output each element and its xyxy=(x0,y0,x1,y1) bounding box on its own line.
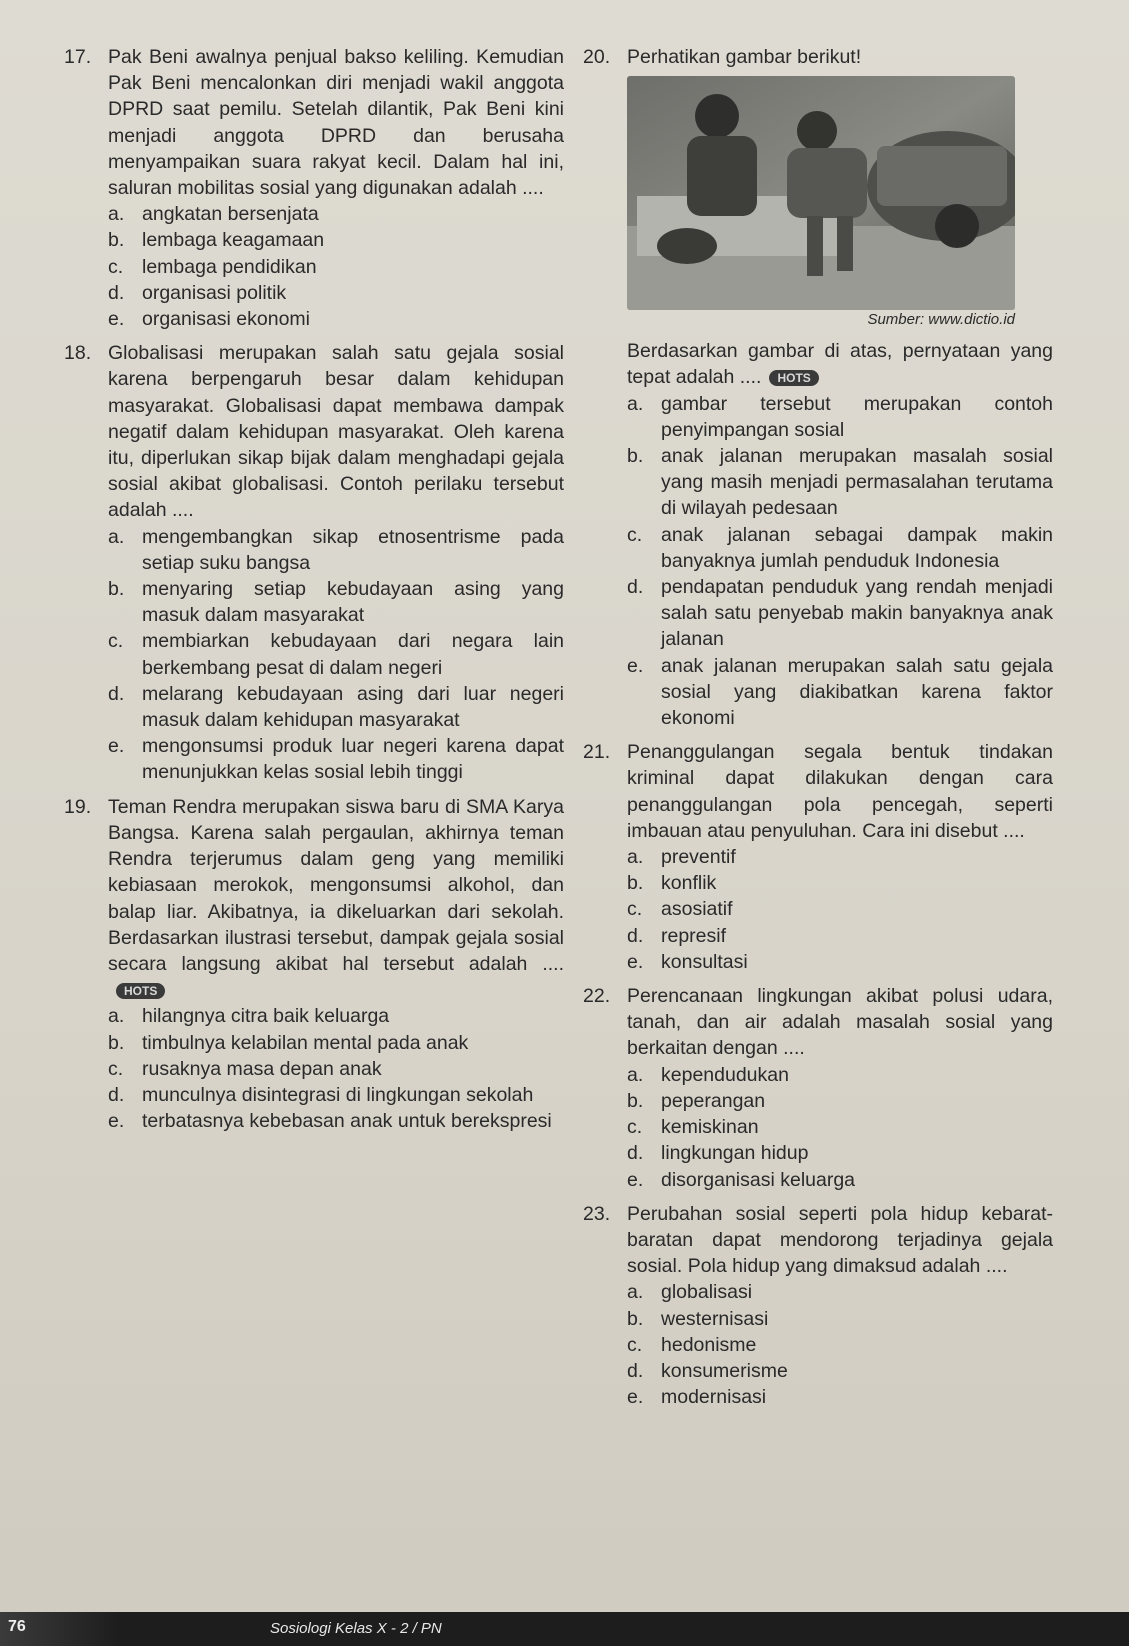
option-letter: e. xyxy=(627,1168,644,1191)
option-c xyxy=(583,1332,1053,1358)
option-letter: c. xyxy=(108,630,124,653)
question-stem: Perencanaan lingkungan akibat polusi udara, tanah, dan air adalah masalah sosial yang berkaitan dengan .... xyxy=(627,985,1053,1060)
option-d xyxy=(583,923,1053,949)
option-text: gambar tersebut merupakan contoh penyimpangan sosial xyxy=(661,392,1053,441)
option-text: melarang kebudayaan asing dari luar negeri masuk dalam kehidupan masyarakat xyxy=(142,682,564,732)
option-text: menyaring setiap kebudayaan asing yang masuk dalam masyarakat xyxy=(142,578,564,627)
option-text: rusaknya masa depan anak xyxy=(142,1057,382,1080)
option-letter: a. xyxy=(108,1005,125,1028)
option-letter: b. xyxy=(627,445,644,468)
option-b xyxy=(64,576,564,628)
option-letter: e. xyxy=(627,1386,644,1409)
question-number: 19. xyxy=(64,795,92,818)
option-c xyxy=(64,1056,564,1082)
second-child-body xyxy=(787,148,867,218)
option-d xyxy=(583,574,1053,653)
option-c xyxy=(64,628,564,680)
option-c xyxy=(583,1114,1053,1140)
bag xyxy=(657,228,717,264)
question-number: 20. xyxy=(583,46,611,68)
option-letter: d. xyxy=(627,1359,644,1382)
child-leg xyxy=(837,216,853,271)
question-stem: Pak Beni awalnya penjual bakso keliling. Kemudian Pak Beni mencalonkan diri menjadi wakil anggota DPRD saat pemilu. Setelah dilantik, Pak Beni kini menjadi anggota DPRD dan berusaha menyampaikan suara rakyat kecil. Dalam hal ini, saluran mobilitas sosial yang digunakan adalah .... xyxy=(108,46,564,200)
option-letter: b. xyxy=(108,229,125,252)
vehicle-body xyxy=(877,146,1007,206)
question-intro: Perhatikan gambar berikut! xyxy=(627,46,862,68)
option-text: hedonisme xyxy=(661,1333,757,1356)
child-body xyxy=(687,136,757,216)
option-b xyxy=(583,1088,1053,1114)
option-a xyxy=(583,391,1053,443)
option-d xyxy=(64,681,564,733)
option-a xyxy=(583,1279,1053,1305)
street-children-photo xyxy=(627,76,1015,310)
option-a xyxy=(583,844,1053,870)
question-20 xyxy=(583,44,1053,70)
option-text: hilangnya citra baik keluarga xyxy=(142,1005,390,1028)
option-e xyxy=(583,653,1053,732)
option-text: konflik xyxy=(661,872,717,895)
hots-badge: HOTS xyxy=(116,983,165,999)
option-letter: a. xyxy=(627,392,644,415)
option-letter: c. xyxy=(108,255,124,278)
option-letter: c. xyxy=(627,1333,643,1356)
question-19 xyxy=(64,794,564,1004)
option-text: modernisasi xyxy=(661,1386,767,1409)
option-letter: e. xyxy=(108,1110,125,1133)
option-text: anak jalanan sebagai dampak makin banyaknya jumlah penduduk Indonesia xyxy=(661,523,1053,572)
option-e xyxy=(583,949,1053,975)
option-text: konsumerisme xyxy=(661,1359,788,1382)
book-title: Sosiologi Kelas X - 2 / PN xyxy=(270,1620,442,1637)
option-text: westernisasi xyxy=(661,1307,769,1330)
option-a xyxy=(583,1062,1053,1088)
option-text: mengonsumsi produk luar negeri karena dapat menunjukkan kelas sosial lebih tinggi xyxy=(142,735,564,784)
page-number: 76 xyxy=(8,1618,26,1635)
option-b xyxy=(583,443,1053,522)
option-d xyxy=(64,1082,564,1108)
image-source: Sumber: www.dictio.id xyxy=(867,311,1015,329)
left-column xyxy=(64,44,564,1134)
option-d xyxy=(583,1358,1053,1384)
option-b xyxy=(64,1030,564,1056)
photo-illustration xyxy=(627,76,1015,310)
option-letter: d. xyxy=(108,682,125,705)
option-letter: e. xyxy=(108,308,125,331)
second-child-head xyxy=(797,111,837,151)
question-stem: Berdasarkan gambar di atas, pernyataan yang tepat adalah .... xyxy=(627,340,1053,389)
question-21 xyxy=(583,739,1053,844)
vehicle-wheel xyxy=(935,204,979,248)
option-letter: e. xyxy=(627,654,644,677)
option-letter: a. xyxy=(108,525,125,548)
option-letter: a. xyxy=(108,203,125,226)
option-letter: b. xyxy=(627,1307,644,1330)
option-text: lembaga pendidikan xyxy=(142,255,317,278)
hots-badge: HOTS xyxy=(769,370,818,386)
option-c xyxy=(583,522,1053,574)
option-e xyxy=(583,1384,1053,1410)
option-a xyxy=(64,201,564,227)
option-text: angkatan bersenjata xyxy=(142,203,319,226)
option-a xyxy=(64,1003,564,1029)
option-text: lembaga keagamaan xyxy=(142,229,325,252)
option-letter: d. xyxy=(627,576,644,599)
option-e xyxy=(64,306,564,332)
question-18 xyxy=(64,340,564,523)
question-stem: Teman Rendra merupakan siswa baru di SMA Karya Bangsa. Karena salah pergaulan, akhirnya teman Rendra terjerumus dalam geng yang memiliki kebiasaan merokok, mengonsumsi alkohol, dan balap liar. Akibatnya, ia dikeluarkan dari sekolah. Berdasarkan ilustrasi tersebut, dampak gejala sosial secara langsung akibat hal tersebut adalah .... xyxy=(108,795,564,975)
page-footer xyxy=(0,1612,1129,1646)
option-text: kependudukan xyxy=(661,1063,789,1086)
option-text: konsultasi xyxy=(661,950,748,973)
option-letter: b. xyxy=(108,1031,125,1054)
option-letter: d. xyxy=(627,924,644,947)
question-number: 23. xyxy=(583,1202,611,1225)
option-letter: c. xyxy=(627,898,643,921)
question-number: 17. xyxy=(64,46,92,68)
question-22 xyxy=(583,983,1053,1062)
option-letter: b. xyxy=(627,872,644,895)
option-text: organisasi politik xyxy=(142,281,287,304)
option-e xyxy=(64,1108,564,1134)
question-stem: Globalisasi merupakan salah satu gejala sosial karena berpengaruh besar dalam kehidupan masyarakat. Globalisasi dapat membawa dampak negatif dalam kehidupan masyarakat. Oleh karena itu, diperlukan sikap bijak dalam menghadapi gejala sosial akibat globalisasi. Contoh perilaku tersebut adalah .... xyxy=(108,342,564,522)
option-letter: c. xyxy=(627,523,643,546)
option-c xyxy=(583,896,1053,922)
option-text: anak jalanan merupakan masalah sosial yang masih menjadi permasalahan terutama di wilayah pedesaan xyxy=(661,445,1053,520)
option-letter: a. xyxy=(627,1281,644,1304)
option-letter: d. xyxy=(108,281,125,304)
option-text: pendapatan penduduk yang rendah menjadi salah satu penyebab makin banyaknya anak jalanan xyxy=(661,576,1053,651)
question-number: 18. xyxy=(64,342,92,365)
option-letter: b. xyxy=(627,1089,644,1112)
question-23 xyxy=(583,1201,1053,1280)
option-text: represif xyxy=(661,924,727,947)
option-text: munculnya disintegrasi di lingkungan sekolah xyxy=(142,1083,534,1106)
option-text: organisasi ekonomi xyxy=(142,308,311,331)
option-b xyxy=(583,870,1053,896)
option-text: preventif xyxy=(661,846,736,869)
option-letter: a. xyxy=(627,846,644,869)
question-17 xyxy=(64,44,564,201)
option-letter: b. xyxy=(108,578,125,601)
option-text: asosiatif xyxy=(661,898,733,921)
option-letter: e. xyxy=(108,735,125,758)
option-text: mengembangkan sikap etnosentrisme pada setiap suku bangsa xyxy=(142,525,564,574)
option-d xyxy=(64,280,564,306)
option-letter: e. xyxy=(627,950,644,973)
option-text: anak jalanan merupakan salah satu gejala sosial yang diakibatkan karena faktor ekonomi xyxy=(661,654,1053,730)
option-text: lingkungan hidup xyxy=(661,1142,809,1165)
option-e xyxy=(583,1167,1053,1193)
option-b xyxy=(583,1306,1053,1332)
option-text: timbulnya kelabilan mental pada anak xyxy=(142,1031,469,1054)
option-text: globalisasi xyxy=(661,1281,753,1304)
option-e xyxy=(64,733,564,785)
child-leg xyxy=(807,216,823,276)
child-head xyxy=(695,94,739,138)
right-column xyxy=(583,44,1053,1410)
question-number: 21. xyxy=(583,741,611,764)
option-b xyxy=(64,227,564,253)
question-stem: Penanggulangan segala bentuk tindakan kriminal dapat dilakukan dengan cara penanggulangan pola pencegah, seperti imbauan atau penyuluhan. Cara ini disebut .... xyxy=(627,741,1053,842)
option-text: membiarkan kebudayaan dari negara lain berkembang pesat di dalam negeri xyxy=(142,630,564,679)
option-text: kemiskinan xyxy=(661,1116,759,1139)
option-letter: d. xyxy=(627,1142,644,1165)
option-letter: a. xyxy=(627,1063,644,1086)
option-letter: d. xyxy=(108,1083,125,1106)
option-text: peperangan xyxy=(661,1089,766,1112)
option-text: terbatasnya kebebasan anak untuk berekspresi xyxy=(142,1110,552,1133)
option-letter: c. xyxy=(627,1116,643,1139)
option-a xyxy=(64,524,564,576)
option-text: disorganisasi keluarga xyxy=(661,1168,856,1191)
option-letter: c. xyxy=(108,1057,124,1080)
option-c xyxy=(64,254,564,280)
question-number: 22. xyxy=(583,985,611,1008)
option-d xyxy=(583,1140,1053,1166)
question-stem: Perubahan sosial seperti pola hidup kebarat-baratan dapat mendorong terjadinya gejala sosial. Pola hidup yang dimaksud adalah .... xyxy=(627,1202,1053,1278)
